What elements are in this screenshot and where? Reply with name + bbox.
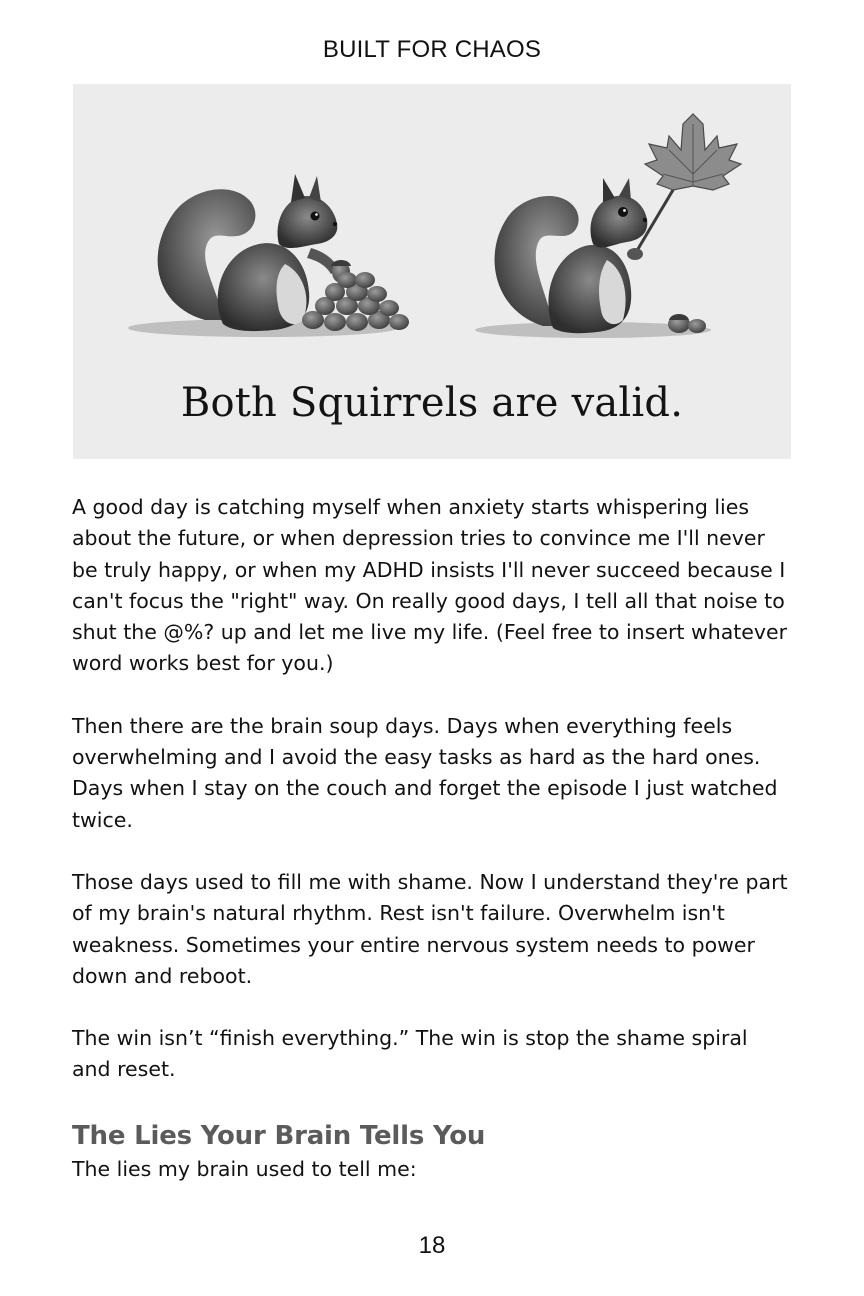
paragraph: Those days used to fill me with shame. Now I understand they're part of my brain's natural rhythm. Rest isn't failure. Overwhelm isn't weakness. Sometimes your entire nervous system needs to power down and reboot. [72,869,788,988]
paragraph: Then there are the brain soup days. Days when everything feels overwhelming and I avoid the easy tasks as hard as the hard ones. Days when I stay on the couch and forget the episode I just watched twice. [72,713,778,832]
right-squirrel-icon [475,114,741,338]
section-intro: The lies my brain used to tell me: [72,1157,417,1181]
page-number: 18 [418,1232,446,1259]
illustration-figure [73,84,791,459]
section-heading: The Lies Your Brain Tells You [72,1121,486,1151]
body-text [72,492,792,1117]
paragraph: A good day is catching myself when anxiety starts whispering lies about the future, or when depression tries to convince me I'll never be truly happy, or when my ADHD insists I'll never succeed because I can't focus the "right" way. On really good days, I tell all that noise to shut the @%? up and let me live my life. (Feel free to insert whatever word works best for you.) [72,495,788,676]
paragraph: The win isn’t “finish everything.” The win is stop the shame spiral and reset. [72,1026,748,1082]
maple-leaf-icon [645,114,741,190]
figure-caption: Both Squirrels are valid. [180,380,684,426]
running-header: BUILT FOR CHAOS [322,36,542,63]
acorn-pile-icon [302,272,409,331]
acorn-icon [668,314,706,333]
left-squirrel-icon [128,174,409,337]
